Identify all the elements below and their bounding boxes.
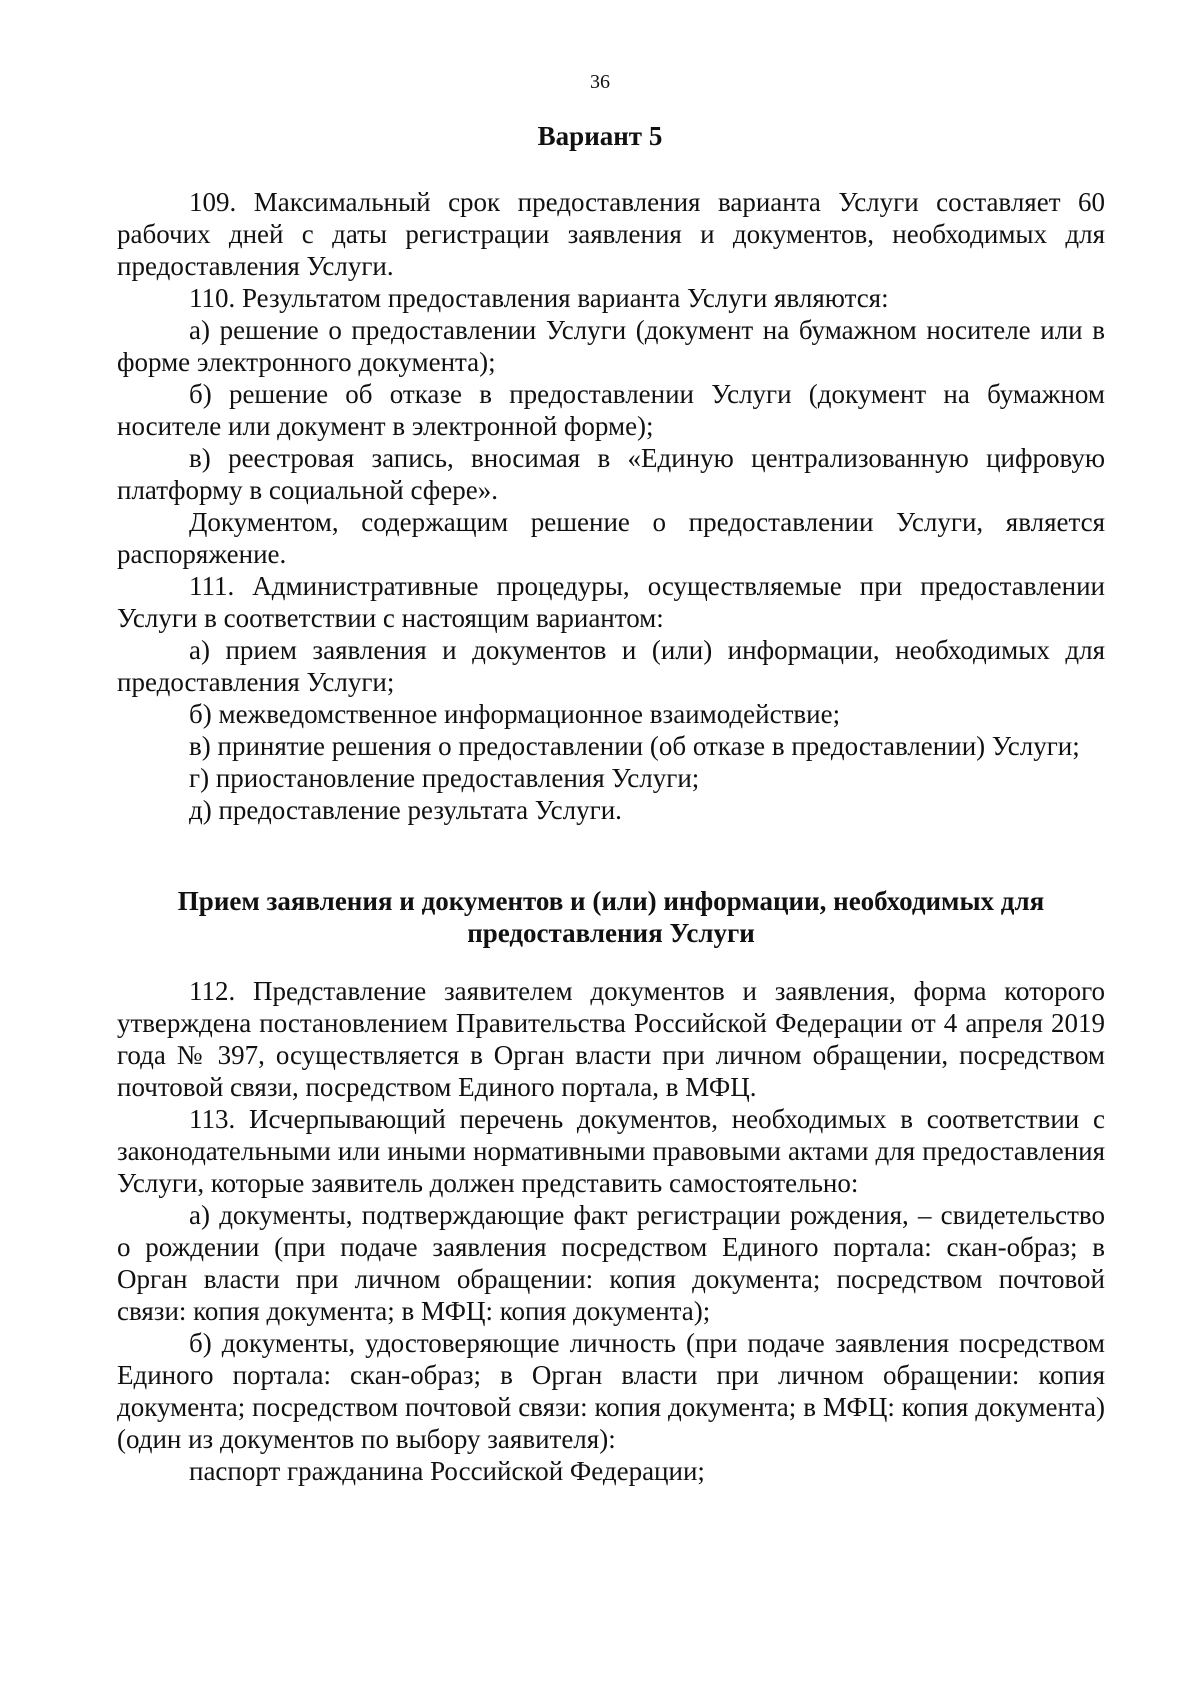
clause-111-v: в) принятие решения о предоставлении (об отказе в предоставлении) Услуги; [189, 731, 1080, 761]
variant-clauses [117, 186, 1105, 826]
decision-document-note: Документом, содержащим решение о предоставлении Услуги, является распоряжение. [117, 507, 1105, 569]
variant-heading: Вариант 5 [537, 121, 663, 151]
section-clauses [117, 975, 1105, 1487]
clause-110: 110. Результатом предоставления варианта Услуги являются: [189, 283, 889, 313]
clause-112: 112. Представление заявителем документов и заявления, форма которого утверждена постановлением Правительства Российской Федерации от 4 апреля 2019 года № 397, осуществляется в Орган власти при личном обращении, посредством почтовой связи, посредством Единого портала, в МФЦ. [117, 976, 1105, 1102]
page-number: 36 [590, 71, 610, 93]
passport-item: паспорт гражданина Российской Федерации; [189, 1456, 705, 1486]
clause-110-b: б) решение об отказе в предоставлении Услуги (документ на бумажном носителе или документ в электронной форме); [117, 379, 1105, 441]
clause-111-g: г) приостановление предоставления Услуги; [189, 763, 700, 793]
clause-111-b: б) межведомственное информационное взаимодействие; [189, 699, 841, 729]
clause-110-v: в) реестровая запись, вносимая в «Единую централизованную цифровую платформу в социальной сфере». [117, 443, 1105, 505]
clause-109: 109. Максимальный срок предоставления варианта Услуги составляет 60 рабочих дней с даты регистрации заявления и документов, необходимых для предоставления Услуги. [117, 187, 1105, 281]
clause-113: 113. Исчерпывающий перечень документов, необходимых в соответствии с законодательными или иными нормативными правовыми актами для предоставления Услуги, которые заявитель должен представить самостоятельно: [117, 1104, 1105, 1198]
clause-111: 111. Административные процедуры, осуществляемые при предоставлении Услуги в соответствии с настоящим вариантом: [117, 571, 1105, 633]
clause-111-a: а) прием заявления и документов и (или) информации, необходимых для предоставления Услуги; [117, 635, 1105, 697]
clause-113-b: б) документы, удостоверяющие личность (при подаче заявления посредством Единого портала: скан-образ; в Орган власти при личном обращении: копия документа; посредством почтовой связи: копия документа; в МФЦ: копия документа) (один из документов по выбору заявителя): [117, 1328, 1105, 1454]
clause-113-a: а) документы, подтверждающие факт регистрации рождения, – свидетельство о рождении (при подаче заявления посредством Единого портала: скан-образ; в Орган власти при личном обращении: копия документа; посредством почтовой связи: копия документа; в МФЦ: копия документа); [117, 1200, 1105, 1326]
clause-110-a: а) решение о предоставлении Услуги (документ на бумажном носителе или в форме электронного документа); [117, 315, 1105, 377]
clause-111-d: д) предоставление результата Услуги. [189, 795, 622, 825]
section-heading: Прием заявления и документов и (или) информации, необходимых для предоставления Услуги [177, 886, 1045, 948]
